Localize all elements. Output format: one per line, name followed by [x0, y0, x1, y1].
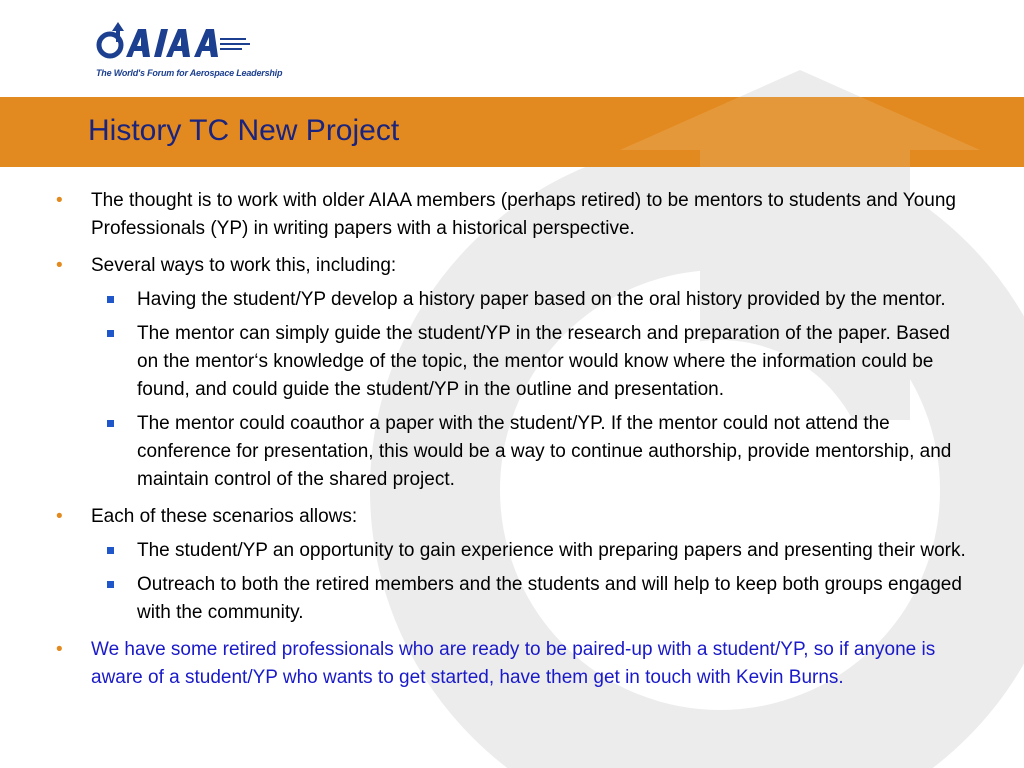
- sub-bullet-list: [91, 537, 976, 627]
- square-bullet-icon: [107, 581, 114, 588]
- bullet-item: [56, 187, 976, 243]
- bullet-text: The thought is to work with older AIAA members (perhaps retired) to be mentors to students and Young Professionals (YP) in writing papers with a historical perspective.: [91, 190, 956, 239]
- logo-tagline: The World's Forum for Aerospace Leadership: [96, 68, 283, 78]
- square-bullet-icon: [107, 547, 114, 554]
- sub-bullet-item: [91, 286, 976, 314]
- square-bullet-icon: [107, 420, 114, 427]
- aiaa-logo: [96, 16, 283, 82]
- bullet-dot-icon: •: [56, 639, 63, 660]
- sub-bullet-item: [91, 571, 976, 627]
- sub-bullet-text: Outreach to both the retired members and the students and will help to keep both groups engaged with the community.: [137, 574, 962, 623]
- bullet-dot-icon: •: [56, 190, 63, 211]
- sub-bullet-text: The mentor can simply guide the student/YP in the research and preparation of the paper. Based on the mentor‘s knowledge of the topic, the mentor would know where the information could be found, and could guide the student/YP in the outline and presentation.: [137, 323, 950, 400]
- bullet-dot-icon: •: [56, 255, 63, 276]
- sub-bullet-item: [91, 410, 976, 494]
- bullet-text: Several ways to work this, including:: [91, 255, 397, 276]
- square-bullet-icon: [107, 330, 114, 337]
- square-bullet-icon: [107, 296, 114, 303]
- sub-bullet-item: [91, 320, 976, 404]
- sub-bullet-text: The mentor could coauthor a paper with the student/YP. If the mentor could not attend the conference for presentation, this would be a way to continue authorship, provide mentorship, and maintain control of the shared project.: [137, 413, 952, 490]
- sub-bullet-item: [91, 537, 976, 565]
- sub-bullet-text: Having the student/YP develop a history paper based on the oral history provided by the mentor.: [137, 289, 946, 310]
- bullet-text: Each of these scenarios allows:: [91, 506, 358, 527]
- bullet-list: [56, 187, 976, 701]
- bullet-dot-icon: •: [56, 506, 63, 527]
- bullet-item: [56, 252, 976, 494]
- sub-bullet-text: The student/YP an opportunity to gain experience with preparing papers and presenting their work.: [137, 540, 966, 561]
- aiaa-logo-mark-icon: [96, 16, 256, 66]
- bullet-text: We have some retired professionals who are ready to be paired-up with a student/YP, so if anyone is aware of a student/YP who wants to get started, have them get in touch with Kevin Burns.: [91, 639, 936, 688]
- page-title: History TC New Project: [88, 114, 400, 147]
- bullet-item: [56, 503, 976, 627]
- bullet-item-highlight: [56, 636, 976, 692]
- sub-bullet-list: [91, 286, 976, 494]
